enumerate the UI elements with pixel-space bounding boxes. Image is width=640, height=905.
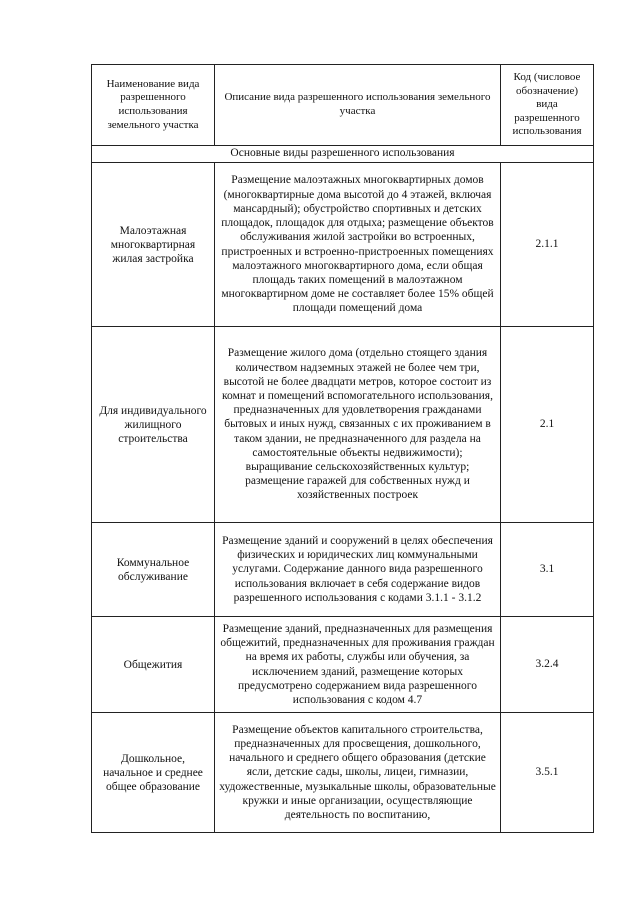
header-name: Наименование вида разрешенного использования земельного участка bbox=[92, 65, 215, 146]
table-row bbox=[92, 617, 594, 713]
table-row bbox=[92, 713, 594, 833]
header-code: Код (числовое обозначение) вида разрешенного использования bbox=[501, 65, 594, 146]
row-name: Дошкольное, начальное и среднее общее образование bbox=[92, 713, 215, 833]
section-title: Основные виды разрешенного использования bbox=[92, 146, 594, 163]
row-description: Размещение зданий, предназначенных для размещения общежитий, предназначенных для проживания граждан на время их работы, службы или обучения, за исключением зданий, размещение которых предусмотрено содержанием вида разрешенного использования с кодом 4.7 bbox=[215, 617, 501, 713]
table-row bbox=[92, 163, 594, 327]
row-code: 3.1 bbox=[501, 523, 594, 617]
row-code: 2.1.1 bbox=[501, 163, 594, 327]
table-row bbox=[92, 523, 594, 617]
row-code: 2.1 bbox=[501, 327, 594, 523]
row-description: Размещение объектов капитального строительства, предназначенных для просвещения, дошкольного, начального и среднего общего образования (детские ясли, детские сады, школы, лицеи, гимназии, художественные, музыкальные школы, образовательные кружки и иные организации, осуществляющие деятельность по воспитанию, bbox=[215, 713, 501, 833]
row-name: Коммунальное обслуживание bbox=[92, 523, 215, 617]
row-code: 3.2.4 bbox=[501, 617, 594, 713]
header-description: Описание вида разрешенного использования земельного участка bbox=[215, 65, 501, 146]
table-row bbox=[92, 327, 594, 523]
row-description: Размещение зданий и сооружений в целях обеспечения физических и юридических лиц коммунальными услугами. Содержание данного вида разрешенного использования включает в себя содержание видов разрешенного использования с кодами 3.1.1 - 3.1.2 bbox=[215, 523, 501, 617]
section-row bbox=[92, 146, 594, 163]
row-name: Малоэтажная многоквартирная жилая застройка bbox=[92, 163, 215, 327]
row-code: 3.5.1 bbox=[501, 713, 594, 833]
row-name: Общежития bbox=[92, 617, 215, 713]
land-use-table bbox=[91, 64, 594, 833]
row-description: Размещение жилого дома (отдельно стоящего здания количеством надземных этажей не более чем три, высотой не более двадцати метров, которое состоит из комнат и помещений вспомогательного использования, предназначенных для удовлетворения гражданами бытовых и иных нужд, связанных с их проживанием в таком здании, не предназначенного для раздела на самостоятельные объекты недвижимости); выращивание сельскохозяйственных культур; размещение гаражей для собственных нужд и хозяйственных построек bbox=[215, 327, 501, 523]
table-header-row bbox=[92, 65, 594, 146]
row-description: Размещение малоэтажных многоквартирных домов (многоквартирные дома высотой до 4 этажей, включая мансардный); обустройство спортивных и детских площадок, площадок для отдыха; размещение объектов обслуживания жилой застройки во встроенных, пристроенных и встроенно-пристроенных помещениях малоэтажного многоквартирного дома, если общая площадь таких помещений в малоэтажном многоквартирном доме не составляет более 15% общей площади помещений дома bbox=[215, 163, 501, 327]
row-name: Для индивидуального жилищного строительства bbox=[92, 327, 215, 523]
